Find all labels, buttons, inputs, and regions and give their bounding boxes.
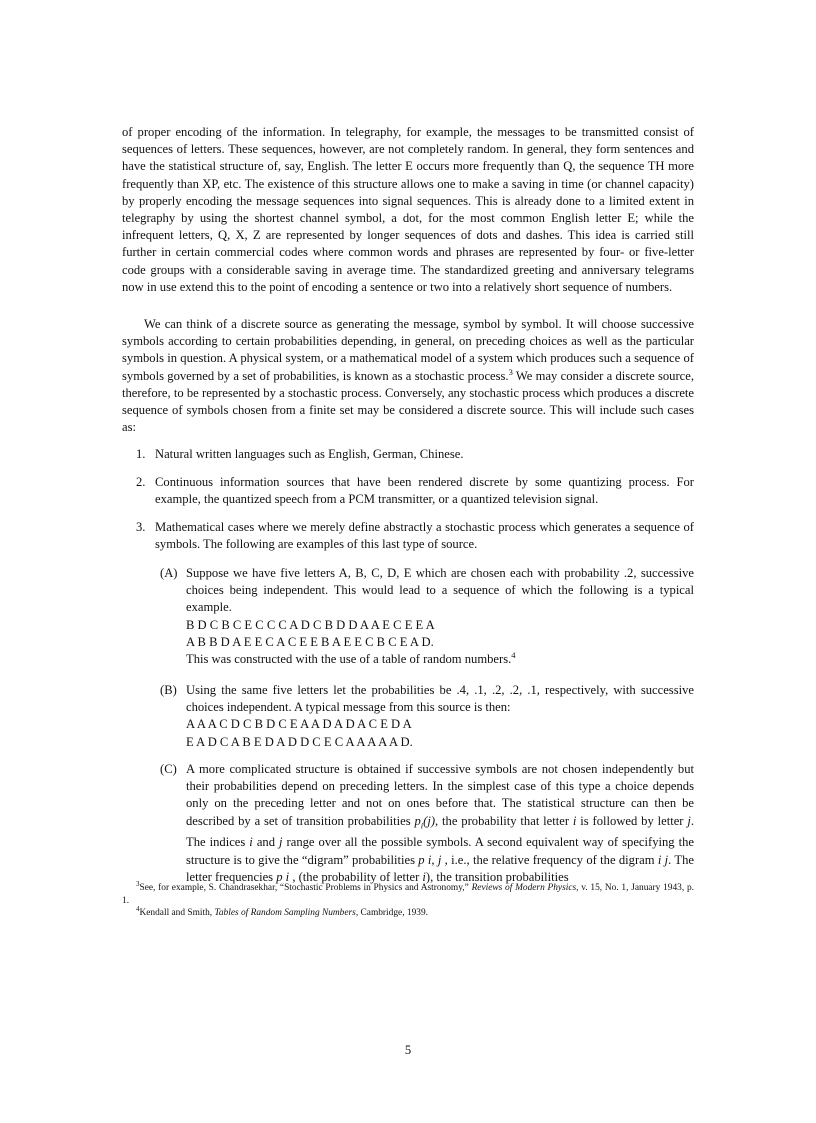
footnote-ref-4: 4 (511, 650, 516, 661)
example-a-text: Suppose we have five letters A, B, C, D, E which are chosen each with probability .2, successive choices being independent. This would lead to a sequence of which the following is a typical example. (186, 566, 694, 615)
math-var: i (422, 869, 426, 884)
list-item-text: Mathematical cases where we merely define abstractly a stochastic process which generates a sequence of symbols. The following are examples of this last type of source. (155, 520, 694, 552)
list-item-text: Continuous information sources that have been rendered discrete by some quantizing process. For example, the quantized speech from a PCM transmitter, or a quantized television signal. (155, 475, 694, 507)
footnote-4 (122, 907, 694, 920)
paragraph-discrete-source-text-b: We may consider a discrete source, therefore, to be represented by a stochastic process. Conversely, any stochastic process which produces a discrete sequence of symbols chosen from a finite set may be considered a discrete source. This will include such cases as: (122, 368, 694, 435)
text-run: and (252, 835, 280, 850)
footnote-text: , Cambridge, 1939. (355, 908, 428, 918)
footnote-text: , v. 15, No. 1, January 1943, p. 1. (122, 883, 694, 906)
text-run: A more complicated structure is obtained if successive symbols are not chosen independently but their probabilities depend on preceding letters. In the simplest case of this type a choice depends only on the preceding letter and not on ones before that. The statistical structure can then be described by a set of transition probabilities (186, 762, 694, 828)
example-label: (A) (160, 566, 178, 580)
text-run: , the probability that letter (435, 813, 573, 828)
example-a-sequence-1: B D C B C E C C C A D C B D D A A E C E E A (186, 617, 435, 632)
example-a-note (186, 651, 694, 668)
example-a-note-text: This was constructed with the use of a table of random numbers. (186, 652, 512, 667)
footnote-ref-3: 3 (508, 366, 513, 377)
footnote-number: 4 (136, 905, 140, 913)
math-paren-j: (j) (423, 813, 436, 828)
math-expr: p i (276, 869, 290, 884)
example-label: (C) (160, 762, 177, 776)
paragraph-discrete-source (122, 316, 694, 436)
math-expr: p i, j (418, 852, 442, 867)
list-item-number: 2. (136, 475, 146, 489)
text-run: range over all the possible symbols. A second equivalent way of specifying the structure is to give the “digram” probabilities (186, 835, 694, 867)
text-run: . The indices (186, 813, 695, 850)
footnote-3 (122, 882, 694, 907)
math-p: p (414, 813, 421, 828)
footnote-text: Kendall and Smith, (139, 908, 215, 918)
example-b-sequence-2: E A D C A B E D A D D C E C A A A A A D. (186, 734, 413, 749)
text-run: , (the probability of letter (289, 869, 423, 884)
page-number: 5 (404, 1043, 412, 1057)
math-var: i (572, 813, 577, 828)
example-b-text: Using the same five letters let the probabilities be .4, .1, .2, .2, .1, respectively, with successive choices independent. A typical message from this source is then: (186, 683, 694, 715)
example-label: (B) (160, 683, 177, 697)
footnote-book-title: Tables of Random Sampling Numbers (214, 908, 356, 918)
math-expr: i j (657, 852, 669, 867)
text-run: ), the transition probabilities (425, 869, 569, 884)
math-sub-i: i (420, 820, 424, 831)
paragraph-encoding: of proper encoding of the information. In telegraphy, for example, the messages to be transmitted consist of sequences of letters. These sequences, however, are not completely random. In general, they form sentences and have the statistical structure of, say, English. The letter E occurs more frequently than Q, the sequence TH more frequently than XP, etc. The existence of this structure allows one to make a saving in time (or channel capacity) by properly encoding the message sequences into signal sequences. This is already done to a limited extent in telegraphy by using the shortest channel symbol, a dot, for the most common English letter E; while the infrequent letters, Q, X, Z are represented by longer sequences of dots and dashes. This idea is carried still further in certain commercial codes where common words and phrases are represented by four- or five-letter code groups with a considerable saving in average time. The standardized greeting and anniversary telegrams now in use extend this to the point of encoding a sentence or two into a relatively short sequence of numbers. (122, 125, 694, 294)
text-run: is followed by letter (576, 813, 688, 828)
text-run: . The letter frequencies (186, 852, 694, 884)
footnote-journal: Reviews of Modern Physics (471, 883, 577, 893)
example-b-sequence-1: A A A C D C B D C E A A D A D A C E D A (186, 717, 412, 732)
math-var: j (279, 835, 283, 850)
math-var: j (687, 813, 691, 828)
text-run: , i.e., the relative frequency of the digram (441, 852, 658, 867)
list-item-number: 3. (136, 520, 146, 534)
example-a-sequence-2: A B B D A E E C A C E E B A E E C B C E A D. (186, 634, 434, 649)
example-c-text (186, 761, 694, 886)
footnote-number: 3 (136, 880, 140, 888)
math-var: i (249, 835, 253, 850)
list-item-text: Natural written languages such as English, German, Chinese. (155, 447, 464, 461)
list-item-number: 1. (136, 447, 146, 461)
paragraph-discrete-source-text-a: We can think of a discrete source as generating the message, symbol by symbol. It will choose successive symbols according to certain probabilities depending, in general, on preceding choices as well as the particular symbols in question. A physical system, or a mathematical model of a system which produces such a sequence of symbols governed by a set of probabilities, is known as a stochastic process. (122, 317, 694, 383)
footnote-text: See, for example, S. Chandrasekhar, “Stochastic Problems in Physics and Astronomy,” (139, 883, 472, 893)
